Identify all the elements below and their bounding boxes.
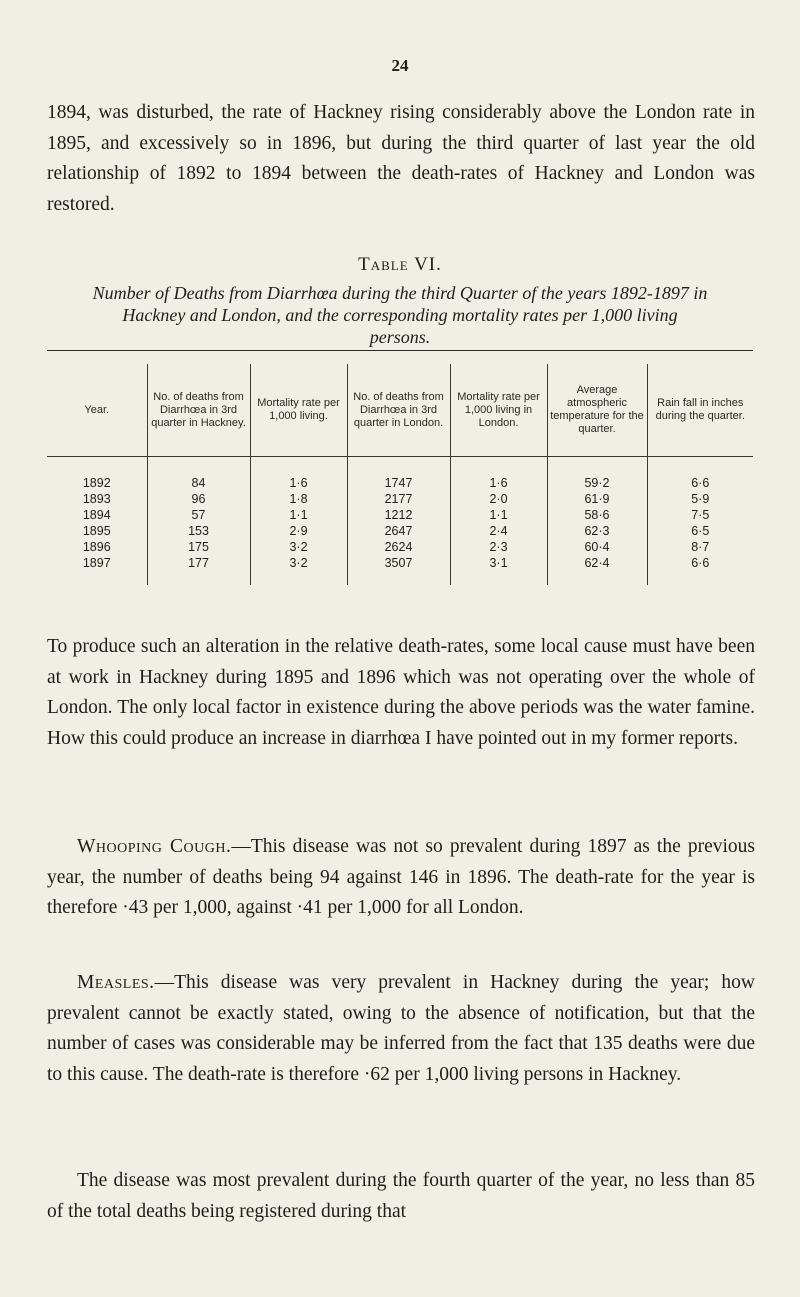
cell-hackney-rate: 3·2 bbox=[250, 555, 347, 585]
table-row bbox=[47, 457, 753, 492]
cell-london-deaths: 1747 bbox=[347, 457, 450, 492]
table-header-row bbox=[47, 364, 753, 457]
whooping-cough-heading: Whooping Cough. bbox=[77, 836, 232, 857]
cell-year: 1894 bbox=[82, 508, 111, 522]
table-row bbox=[47, 507, 753, 523]
table-row bbox=[47, 555, 753, 585]
table-title: Table VI. bbox=[358, 254, 442, 275]
diarrhoea-deaths-table bbox=[47, 364, 753, 585]
table-row bbox=[47, 523, 753, 539]
cell-year: 1896 bbox=[82, 540, 111, 554]
cell-year: 1892 bbox=[82, 476, 111, 490]
cell-london-rate: 1·6 bbox=[450, 457, 547, 492]
cell-london-rate: 3·1 bbox=[450, 555, 547, 585]
cell-rainfall: 5·9 bbox=[647, 491, 753, 507]
cell-hackney-deaths: 84 bbox=[147, 457, 250, 492]
header-hackney-deaths: No. of deaths from Diarrhœa in 3rd quarter in Hackney. bbox=[147, 364, 250, 457]
cell-london-rate: 2·4 bbox=[450, 523, 547, 539]
cell-hackney-rate: 1·8 bbox=[250, 491, 347, 507]
cell-london-deaths: 2177 bbox=[347, 491, 450, 507]
cell-hackney-deaths: 177 bbox=[147, 555, 250, 585]
header-year: Year. bbox=[47, 364, 147, 457]
cell-london-deaths: 1212 bbox=[347, 507, 450, 523]
header-hackney-rate: Mortality rate per 1,000 living. bbox=[250, 364, 347, 457]
header-london-deaths: No. of deaths from Diarrhœa in 3rd quarter in London. bbox=[347, 364, 450, 457]
cell-temperature: 62·3 bbox=[547, 523, 647, 539]
cell-rainfall: 8·7 bbox=[647, 539, 753, 555]
cell-hackney-rate: 3·2 bbox=[250, 539, 347, 555]
cell-london-rate: 2·0 bbox=[450, 491, 547, 507]
cell-rainfall: 6·6 bbox=[647, 457, 753, 492]
whooping-cough-paragraph bbox=[47, 832, 755, 924]
intro-paragraph: 1894, was disturbed, the rate of Hackney rising considerably above the London rate in 1895, and excessively so in 1896, but during the third quarter of last year the old relationship of 1892 to 1894 between the death-rates of Hackney and London was restored. bbox=[47, 102, 755, 215]
local-cause-paragraph: To produce such an alteration in the relative death-rates, some local cause must have been at work in Hackney during 1895 and 1896 which was not operating over the whole of London. The only local factor in existence during the above periods was the water famine. How this could produce an increase in diarrhœa I have pointed out in my former reports. bbox=[47, 636, 755, 749]
fourth-quarter-paragraph: The disease was most prevalent during the fourth quarter of the year, no less than 85 of the total deaths being registered during that bbox=[47, 1170, 755, 1222]
header-temperature: Average atmospheric temperature for the quarter. bbox=[547, 364, 647, 457]
cell-temperature: 61·9 bbox=[547, 491, 647, 507]
cell-hackney-deaths: 57 bbox=[147, 507, 250, 523]
header-rainfall: Rain fall in inches during the quarter. bbox=[647, 364, 753, 457]
table-top-rule bbox=[47, 350, 753, 351]
cell-london-deaths: 2624 bbox=[347, 539, 450, 555]
cell-rainfall: 6·6 bbox=[647, 555, 753, 585]
whooping-cough-text: —This disease was not so prevalent during 1897 as the previous year, the number of deaths being 94 against 146 in 1896. The death-rate for the year is therefore ·43 per 1,000, against ·41 per 1,000 for all London. bbox=[47, 836, 755, 918]
measles-text: —This disease was very prevalent in Hackney during the year; how prevalent cannot be exactly stated, owing to the absence of notification, but that the number of cases was considerable may be inferred from the fact that 135 deaths were due to this cause. The death-rate is therefore ·62 per 1,000 living persons in Hackney. bbox=[47, 972, 755, 1085]
cell-temperature: 58·6 bbox=[547, 507, 647, 523]
page-number: 24 bbox=[391, 56, 409, 75]
cell-year: 1895 bbox=[82, 524, 111, 538]
table-row bbox=[47, 539, 753, 555]
cell-temperature: 60·4 bbox=[547, 539, 647, 555]
cell-hackney-rate: 1·1 bbox=[250, 507, 347, 523]
cell-london-rate: 2·3 bbox=[450, 539, 547, 555]
cell-hackney-deaths: 175 bbox=[147, 539, 250, 555]
cell-rainfall: 6·5 bbox=[647, 523, 753, 539]
cell-london-deaths: 2647 bbox=[347, 523, 450, 539]
cell-temperature: 62·4 bbox=[547, 555, 647, 585]
cell-hackney-rate: 1·6 bbox=[250, 457, 347, 492]
measles-paragraph bbox=[47, 968, 755, 1090]
table-caption: Number of Deaths from Diarrhœa during the third Quarter of the years 1892-1897 in Hackney and London, and the corresponding mortality rates per 1,000 living persons. bbox=[92, 283, 708, 347]
header-london-rate: Mortality rate per 1,000 living in London. bbox=[450, 364, 547, 457]
cell-hackney-deaths: 96 bbox=[147, 491, 250, 507]
cell-temperature: 59·2 bbox=[547, 457, 647, 492]
cell-year: 1893 bbox=[82, 492, 111, 506]
cell-london-rate: 1·1 bbox=[450, 507, 547, 523]
cell-london-deaths: 3507 bbox=[347, 555, 450, 585]
measles-heading: Measles. bbox=[77, 972, 155, 993]
cell-hackney-deaths: 153 bbox=[147, 523, 250, 539]
cell-rainfall: 7·5 bbox=[647, 507, 753, 523]
cell-hackney-rate: 2·9 bbox=[250, 523, 347, 539]
table-row bbox=[47, 491, 753, 507]
cell-year: 1897 bbox=[82, 556, 111, 570]
